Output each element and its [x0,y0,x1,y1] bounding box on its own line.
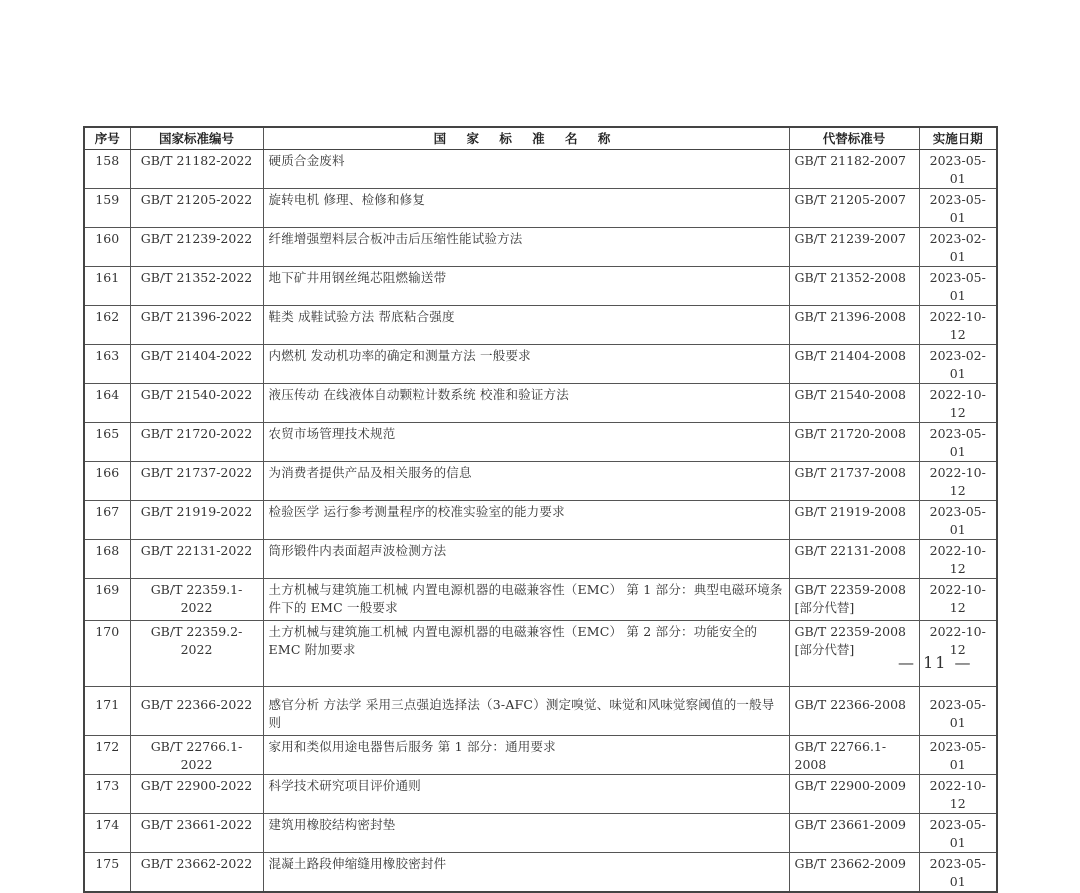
cell-name-text: 筒形锻件内表面超声波检测方法 [268,543,447,558]
cell-date-text: 2022-10-12 [929,778,986,811]
cell-seq [84,579,130,621]
cell-name [263,150,789,189]
replaces-note: [部分代替] [794,600,855,615]
cell-date-text: 2022-10-12 [929,582,986,615]
cell-replaces-text: GB/T 23661-2009 [794,817,906,832]
cell-code [130,423,263,462]
cell-replaces [789,306,919,345]
cell-replaces [789,736,919,775]
cell-date-text: 2023-05-01 [929,504,986,537]
cell-name-text: 鞋类 成鞋试验方法 帮底粘合强度 [268,309,455,324]
cell-replaces-text: GB/T 21205-2007 [794,192,906,207]
cell-replaces-text: GB/T 22359-2008 [794,624,906,639]
cell-replaces-text: GB/T 21182-2007 [794,153,906,168]
cell-code [130,267,263,306]
cell-code [130,384,263,423]
cell-code [130,189,263,228]
cell-name [263,306,789,345]
cell-code-text: GB/T 22366-2022 [140,697,253,712]
table-row [84,540,997,579]
cell-name [263,621,789,687]
cell-name-text: 液压传动 在线液体自动颗粒计数系统 校准和验证方法 [268,387,569,402]
cell-seq [84,462,130,501]
cell-name [263,814,789,853]
cell-code [130,345,263,384]
table-row [84,267,997,306]
cell-replaces [789,501,919,540]
cell-date-text: 2023-02-01 [929,348,986,381]
cell-code-text: GB/T 22359.1-2022 [150,582,243,615]
cell-date-text: 2023-05-01 [929,739,986,772]
cell-name-text: 土方机械与建筑施工机械 内置电源机器的电磁兼容性（EMC） 第 2 部分：功能安全的 EMC 附加要求 [268,624,758,657]
cell-code-text: GB/T 21205-2022 [140,192,253,207]
table-row [84,384,997,423]
cell-code-text: GB/T 21919-2022 [140,504,253,519]
cell-replaces-text: GB/T 21919-2008 [794,504,906,519]
cell-name-text: 农贸市场管理技术规范 [268,426,396,441]
cell-replaces-text: GB/T 22900-2009 [794,778,906,793]
cell-code [130,501,263,540]
cell-replaces-text: GB/T 21737-2008 [794,465,906,480]
cell-code-text: GB/T 21396-2022 [140,309,253,324]
cell-replaces-text: GB/T 22131-2008 [794,543,906,558]
cell-code [130,853,263,893]
cell-seq [84,814,130,853]
cell-date [919,775,997,814]
cell-name [263,228,789,267]
cell-seq [84,423,130,462]
cell-seq-text: 164 [95,387,120,402]
cell-code-text: GB/T 22900-2022 [140,778,253,793]
cell-code [130,150,263,189]
table-header [84,127,997,150]
cell-seq [84,775,130,814]
cell-name-text: 科学技术研究项目评价通则 [268,778,421,793]
cell-name [263,423,789,462]
cell-seq-text: 162 [95,309,120,324]
cell-code [130,462,263,501]
cell-seq-text: 167 [95,504,120,519]
cell-name-text: 混凝土路段伸缩缝用橡胶密封件 [268,856,447,871]
standards-table [83,126,998,893]
cell-seq-text: 172 [95,739,120,754]
cell-date [919,687,997,736]
cell-code [130,687,263,736]
cell-replaces [789,228,919,267]
cell-name [263,775,789,814]
cell-seq-text: 161 [95,270,120,285]
cell-replaces-text: GB/T 22359-2008 [794,582,906,597]
cell-replaces [789,687,919,736]
cell-replaces [789,189,919,228]
cell-replaces [789,384,919,423]
cell-date [919,540,997,579]
cell-seq [84,540,130,579]
cell-date [919,228,997,267]
cell-name [263,267,789,306]
cell-date [919,189,997,228]
cell-name-text: 旋转电机 修理、检修和修复 [268,192,426,207]
cell-replaces [789,853,919,893]
cell-date [919,853,997,893]
cell-code [130,775,263,814]
cell-code-text: GB/T 21540-2022 [140,387,253,402]
replaces-note: [部分代替] [794,642,855,657]
cell-code [130,621,263,687]
table-row [84,462,997,501]
cell-date [919,306,997,345]
cell-name-text: 纤维增强塑料层合板冲击后压缩性能试验方法 [268,231,523,246]
cell-replaces-text: GB/T 21720-2008 [794,426,906,441]
cell-code [130,814,263,853]
cell-seq-text: 163 [95,348,120,363]
cell-replaces-text: GB/T 21396-2008 [794,309,906,324]
header-replaces: 代替标准号 [789,127,919,150]
cell-code-text: GB/T 21404-2022 [140,348,253,363]
cell-seq [84,345,130,384]
cell-seq-text: 171 [95,697,120,712]
cell-seq-text: 166 [95,465,120,480]
cell-seq [84,501,130,540]
cell-seq-text: 173 [95,778,120,793]
cell-date [919,384,997,423]
cell-seq [84,150,130,189]
cell-name-text: 建筑用橡胶结构密封垫 [268,817,396,832]
cell-name [263,579,789,621]
cell-name-text: 检验医学 运行参考测量程序的校准实验室的能力要求 [268,504,565,519]
table-row [84,814,997,853]
cell-code-text: GB/T 22766.1-2022 [150,739,243,772]
cell-date-text: 2022-10-12 [929,465,986,498]
table-row [84,423,997,462]
table-row [84,501,997,540]
table-row [84,228,997,267]
cell-code-text: GB/T 21720-2022 [140,426,253,441]
cell-code [130,540,263,579]
cell-replaces [789,540,919,579]
cell-name-text: 内燃机 发动机功率的确定和测量方法 一般要求 [268,348,531,363]
cell-name [263,540,789,579]
cell-name [263,687,789,736]
cell-seq [84,228,130,267]
cell-name-text: 为消费者提供产品及相关服务的信息 [268,465,472,480]
table-row [84,150,997,189]
cell-seq [84,189,130,228]
cell-seq-text: 168 [95,543,120,558]
cell-date-text: 2022-10-12 [929,543,986,576]
cell-code [130,579,263,621]
cell-date [919,736,997,775]
cell-code [130,228,263,267]
cell-seq-text: 165 [95,426,120,441]
table-row [84,306,997,345]
cell-replaces [789,579,919,621]
cell-replaces-text: GB/T 21352-2008 [794,270,906,285]
cell-date [919,267,997,306]
header-seq: 序号 [84,127,130,150]
cell-seq-text: 170 [95,624,120,639]
cell-code-text: GB/T 21737-2022 [140,465,253,480]
cell-seq [84,621,130,687]
cell-name [263,462,789,501]
cell-date-text: 2023-05-01 [929,192,986,225]
cell-name [263,853,789,893]
cell-seq [84,853,130,893]
cell-code-text: GB/T 21239-2022 [140,231,253,246]
cell-code-text: GB/T 22131-2022 [140,543,253,558]
cell-seq [84,267,130,306]
cell-code-text: GB/T 23661-2022 [140,817,253,832]
cell-replaces-text: GB/T 21239-2007 [794,231,906,246]
cell-replaces-text: GB/T 21404-2008 [794,348,906,363]
cell-date [919,579,997,621]
table-row [84,345,997,384]
cell-date [919,423,997,462]
cell-seq [84,306,130,345]
cell-name [263,736,789,775]
cell-date-text: 2023-02-01 [929,231,986,264]
cell-date-text: 2023-05-01 [929,817,986,850]
cell-seq-text: 175 [95,856,120,871]
cell-seq-text: 159 [95,192,120,207]
cell-replaces-text: GB/T 23662-2009 [794,856,906,871]
cell-name-text: 硬质合金废料 [268,153,345,168]
cell-code [130,736,263,775]
table-row [84,189,997,228]
cell-date [919,814,997,853]
cell-name-text: 地下矿井用钢丝绳芯阻燃输送带 [268,270,447,285]
table-row [84,853,997,893]
cell-date [919,462,997,501]
cell-replaces-text: GB/T 22366-2008 [794,697,906,712]
cell-date-text: 2023-05-01 [929,153,986,186]
cell-code-text: GB/T 22359.2-2022 [150,624,243,657]
table-row [84,775,997,814]
table-row [84,687,997,736]
cell-date [919,501,997,540]
table-row [84,621,997,687]
cell-name [263,189,789,228]
cell-seq [84,687,130,736]
cell-code-text: GB/T 23662-2022 [140,856,253,871]
cell-replaces [789,775,919,814]
cell-replaces [789,814,919,853]
cell-date-text: 2022-10-12 [929,624,986,657]
cell-replaces [789,423,919,462]
cell-seq-text: 169 [95,582,120,597]
header-name: 国 家 标 准 名 称 [263,127,789,150]
cell-seq [84,384,130,423]
cell-code-text: GB/T 21182-2022 [140,153,253,168]
cell-replaces [789,150,919,189]
cell-replaces-text: GB/T 22766.1-2008 [794,739,887,772]
cell-name-text: 土方机械与建筑施工机械 内置电源机器的电磁兼容性（EMC） 第 1 部分：典型电磁环境条件下的 EMC 一般要求 [268,582,783,615]
cell-date-text: 2023-05-01 [929,697,986,730]
cell-name [263,384,789,423]
page-number: — 11 — [898,653,973,672]
cell-date-text: 2022-10-12 [929,309,986,342]
cell-date-text: 2023-05-01 [929,426,986,459]
header-code: 国家标准编号 [130,127,263,150]
cell-name [263,501,789,540]
cell-seq-text: 174 [95,817,120,832]
cell-replaces [789,267,919,306]
cell-code [130,306,263,345]
cell-replaces [789,345,919,384]
cell-date-text: 2022-10-12 [929,387,986,420]
cell-date-text: 2023-05-01 [929,856,986,889]
table-row [84,579,997,621]
cell-replaces-text: GB/T 21540-2008 [794,387,906,402]
cell-code-text: GB/T 21352-2022 [140,270,253,285]
cell-name-text: 家用和类似用途电器售后服务 第 1 部分：通用要求 [268,739,556,754]
header-date: 实施日期 [919,127,997,150]
cell-replaces [789,462,919,501]
cell-date [919,150,997,189]
cell-name [263,345,789,384]
cell-seq-text: 160 [95,231,120,246]
cell-date-text: 2023-05-01 [929,270,986,303]
cell-date [919,345,997,384]
cell-seq [84,736,130,775]
table-row [84,736,997,775]
cell-name-text: 感官分析 方法学 采用三点强迫选择法（3-AFC）测定嗅觉、味觉和风味觉察阈值的一般导则 [268,697,775,730]
cell-seq-text: 158 [95,153,120,168]
